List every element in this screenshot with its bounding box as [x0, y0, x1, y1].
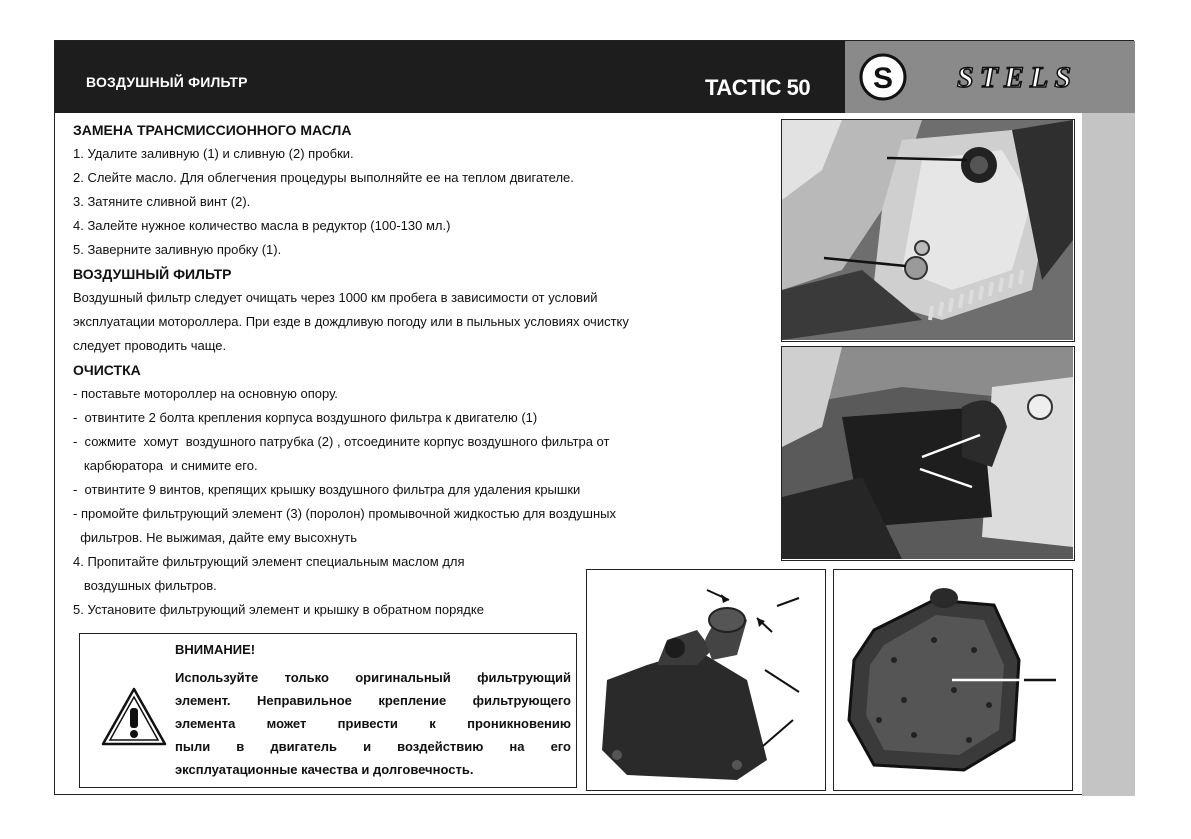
cleaning-line: 5. Установите фильтрующий элемент и крышку в обратном порядке [73, 602, 484, 617]
brand-mark: S [872, 62, 894, 95]
stels-logo [845, 41, 1135, 113]
warning-line: элемента может привести к проникновению [175, 716, 571, 731]
transmission-step-2: 2. Слейте масло. Для облегчения процедуры выполняйте ее на теплом двигателе. [73, 170, 574, 185]
page-header [55, 41, 1135, 113]
brand-logo-panel [845, 41, 1135, 113]
cleaning-line: воздушных фильтров. [73, 578, 217, 593]
cleaning-line: карбюратора и снимите его. [73, 458, 258, 473]
warning-body [175, 666, 571, 781]
warning-line: элемент. Неправильное крепление фильтрующего [175, 693, 571, 708]
warning-box [79, 633, 577, 788]
model-name: TACTIC 50 [705, 75, 811, 100]
transmission-heading: ЗАМЕНА ТРАНСМИССИОННОГО МАСЛА [73, 122, 352, 138]
transmission-step-3: 3. Затяните сливной винт (2). [73, 194, 251, 209]
warning-line: эксплуатационные качества и долговечность. [175, 762, 474, 777]
transmission-oil-plugs-photo [781, 119, 1075, 342]
air-filter-heading: ВОЗДУШНЫЙ ФИЛЬТР [73, 266, 232, 282]
cleaning-line: - поставьте мотороллер на основную опору. [73, 386, 338, 401]
air-filter-on-scooter-photo [781, 346, 1075, 561]
air-filter-housing-photo [586, 569, 826, 791]
side-band [1082, 113, 1135, 796]
instructions-text [73, 118, 773, 622]
cleaning-line: - отвинтите 9 винтов, крепящих крышку воздушного фильтра для удаления крышки [73, 482, 581, 497]
warning-triangle-icon [100, 686, 168, 748]
cleaning-line: - промойте фильтрующий элемент (3) (поролон) промывочной жидкостью для воздушных [73, 506, 616, 521]
warning-line: Используйте только оригинальный фильтрующий [175, 670, 571, 685]
transmission-step-5: 5. Заверните заливную пробку (1). [73, 242, 282, 257]
transmission-step-4: 4. Залейте нужное количество масла в редуктор (100-130 мл.) [73, 218, 451, 233]
brand-name: STELS [956, 61, 1078, 94]
air-filter-text-1: Воздушный фильтр следует очищать через 1000 км пробега в зависимости от условий [73, 290, 598, 305]
air-filter-text-3: следует проводить чаще. [73, 338, 227, 353]
cleaning-line: - отвинтите 2 болта крепления корпуса воздушного фильтра к двигателю (1) [73, 410, 538, 425]
cleaning-heading: ОЧИСТКА [73, 362, 141, 378]
cleaning-line: 4. Пропитайте фильтрующий элемент специальным маслом для [73, 554, 465, 569]
manual-page [54, 40, 1134, 795]
warning-title: ВНИМАНИЕ! [175, 642, 256, 657]
air-filter-text-2: эксплуатации мотороллера. При езде в дождливую погоду или в пыльных условиях очистку [73, 314, 629, 329]
air-filter-element-photo [833, 569, 1073, 791]
cleaning-line: - сожмите хомут воздушного патрубка (2) , отсоедините корпус воздушного фильтра от [73, 434, 610, 449]
warning-line: пыли в двигатель и воздействию на его [175, 739, 571, 754]
section-title: ВОЗДУШНЫЙ ФИЛЬТР [86, 74, 248, 90]
cleaning-line: фильтров. Не выжимая, дайте ему высохнуть [73, 530, 357, 545]
transmission-step-1: 1. Удалите заливную (1) и сливную (2) пробки. [73, 146, 354, 161]
